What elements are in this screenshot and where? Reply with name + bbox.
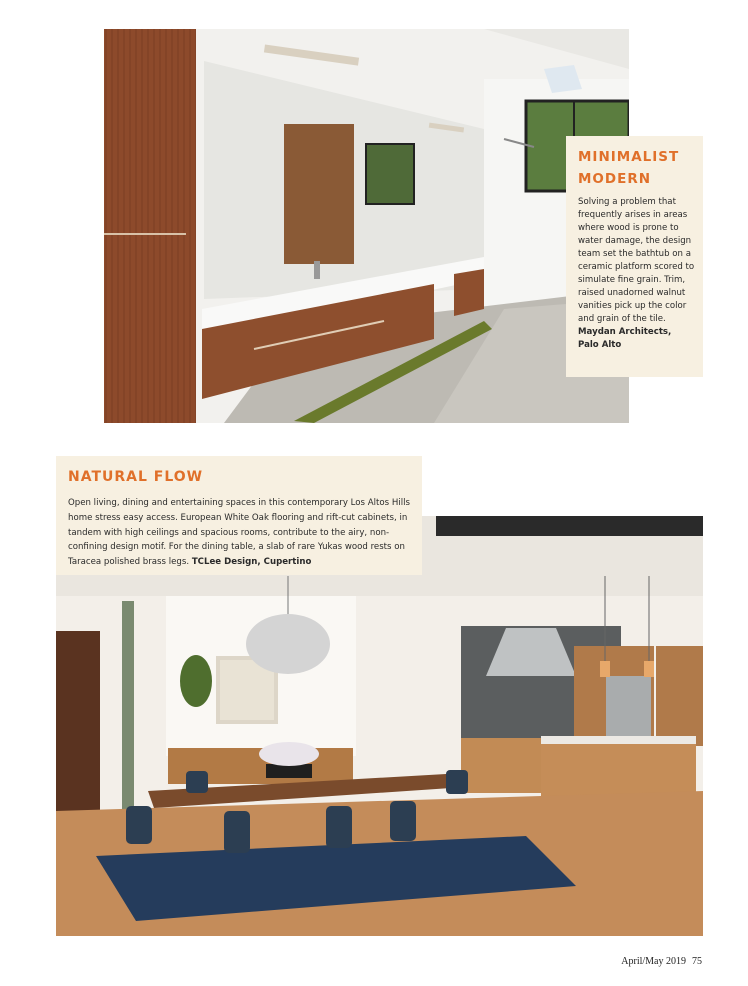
minimalist-modern-caption	[566, 136, 703, 377]
caption-body	[578, 196, 695, 352]
caption-body	[68, 496, 412, 570]
caption-text: Solving a problem that frequently arises in areas where wood is prone to water damage, the design team set the bathtub on a ceramic platform scored to simulate fine grain. Trim, raised unadorned walnut vanities pick up the color and grain of the tile.	[578, 197, 695, 324]
bathroom-photo	[104, 29, 629, 423]
issue-date: April/May 2019	[621, 956, 686, 967]
dining-room-photo	[56, 516, 703, 936]
caption-credit: Maydan Architects, Palo Alto	[578, 327, 672, 350]
natural-flow-caption	[56, 456, 422, 575]
caption-title: MINIMALIST MODERN	[578, 149, 680, 187]
caption-text: Open living, dining and entertaining spaces in this contemporary Los Altos Hills home stress easy access. European White Oak flooring and rift-cut cabinets, in tandem with high ceilings and spacious rooms, contribute to the airy, non-confining design motif. For the dining table, a slab of rare Yukas wood rests on Taracea polished brass legs.	[68, 498, 410, 568]
page-number: 75	[692, 956, 702, 967]
caption-credit: TCLee Design, Cupertino	[191, 557, 312, 568]
page-folio	[621, 956, 702, 967]
caption-title: NATURAL FLOW	[68, 469, 204, 485]
